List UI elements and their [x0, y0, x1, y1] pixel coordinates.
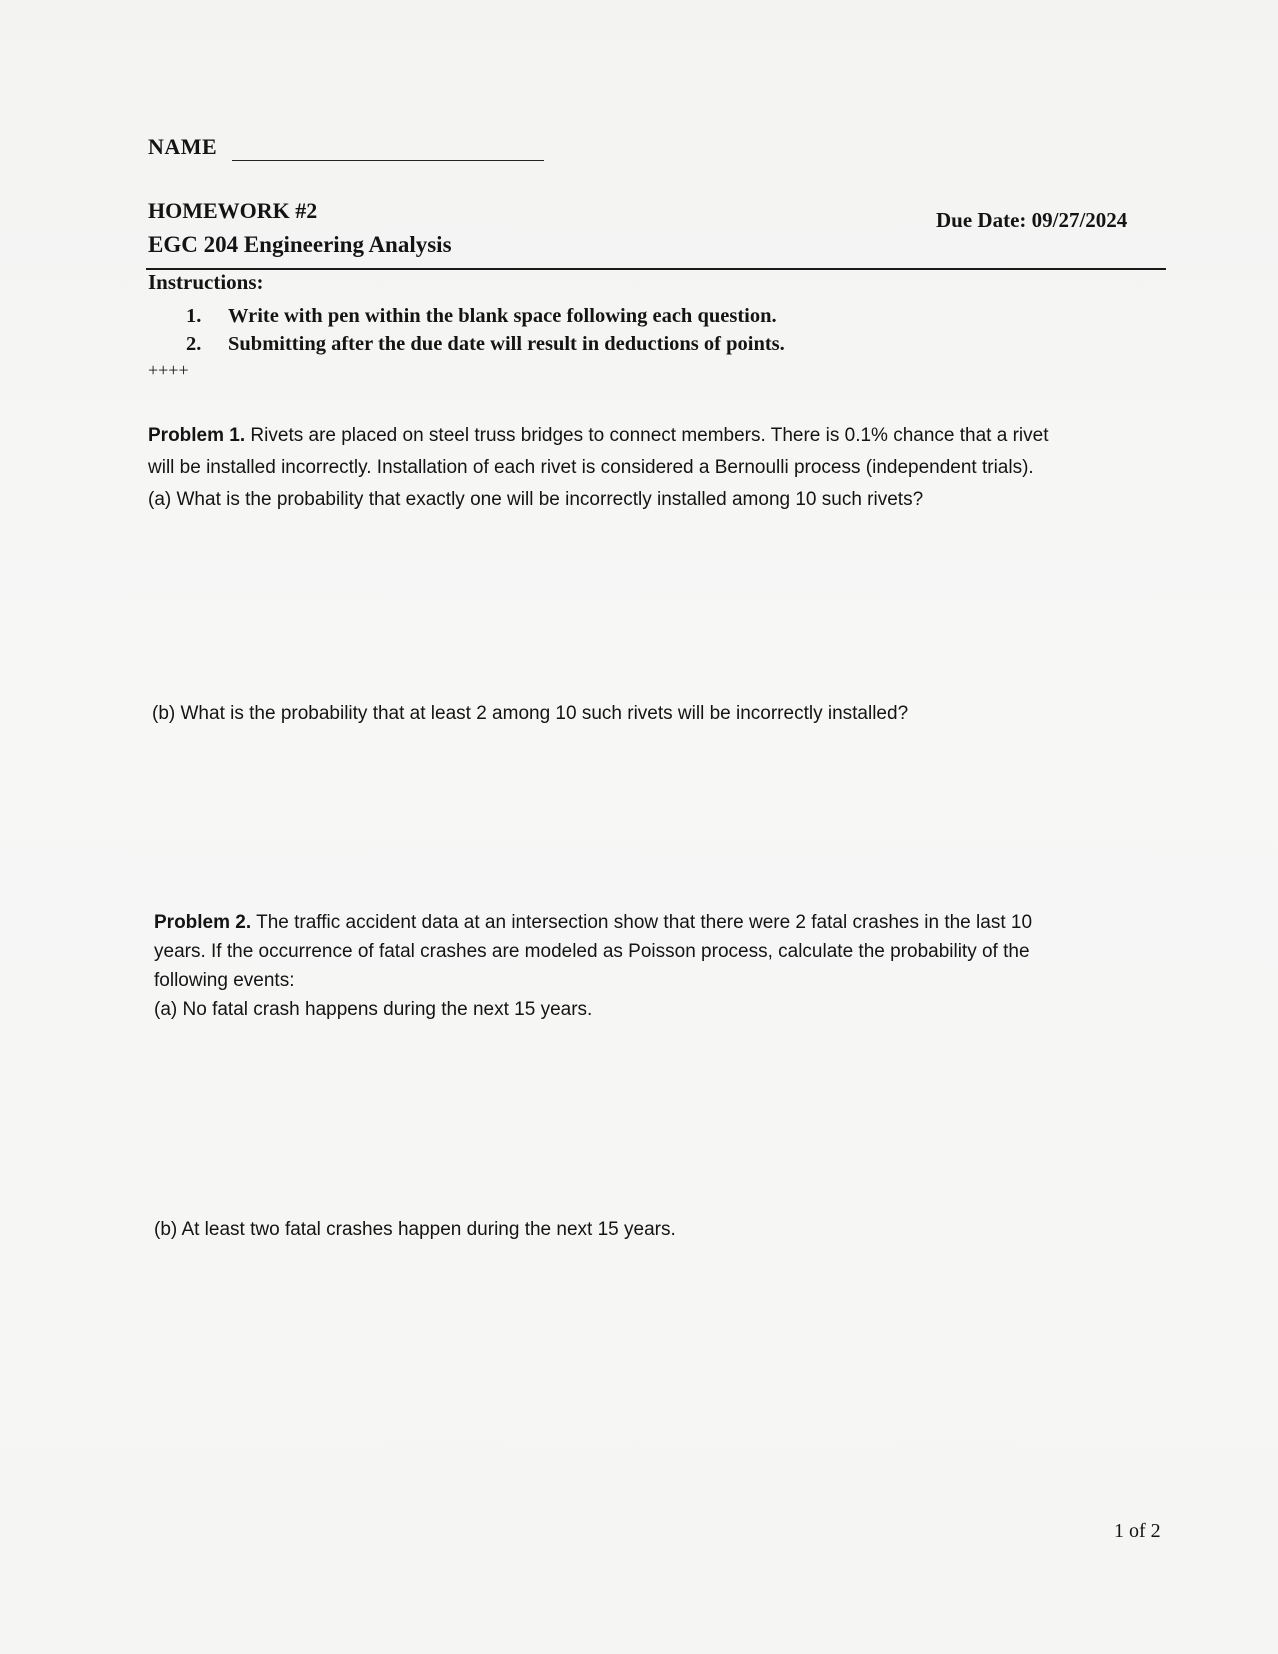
due-date: Due Date: 09/27/2024 [936, 208, 1128, 232]
course-title: EGC 204 Engineering Analysis [148, 232, 452, 257]
problem-1-label: Problem 1. [148, 425, 246, 446]
instructions-list [186, 302, 785, 358]
name-label: NAME [148, 134, 218, 159]
problem-2-part-b: (b) At least two fatal crashes happen during the next 15 years. [154, 1219, 676, 1240]
problem-1-text-line: Rivets are placed on steel truss bridges to connect members. There is 0.1% chance that a rivet [245, 425, 1049, 446]
problem-2-text-line: following events: [154, 970, 295, 991]
problem-2-text-line: years. If the occurrence of fatal crashes are modeled as Poisson process, calculate the probability of the [154, 941, 1030, 962]
homework-title: HOMEWORK #2 [148, 198, 318, 223]
problem-1-text-line: will be installed incorrectly. Installation of each rivet is considered a Bernoulli process (independent trials). [148, 457, 1034, 478]
header-divider [146, 268, 1166, 270]
section-marker: ++++ [148, 360, 189, 380]
instruction-text: Write with pen within the blank space following each question. [228, 305, 777, 327]
problem-2-text-line: The traffic accident data at an intersection show that there were 2 fatal crashes in the last 10 [251, 912, 1033, 933]
problem-2 [154, 908, 1166, 1024]
problem-2-label: Problem 2. [154, 912, 252, 933]
instruction-text: Submitting after the due date will result in deductions of points. [228, 333, 785, 355]
instructions-heading: Instructions: [148, 270, 264, 294]
instruction-number: 1. [186, 305, 202, 327]
instruction-item [186, 330, 785, 358]
page-number: 1 of 2 [1114, 1520, 1161, 1542]
instruction-item [186, 302, 785, 330]
problem-1 [148, 420, 1168, 516]
problem-2-part-a: (a) No fatal crash happens during the next 15 years. [154, 999, 593, 1020]
instruction-number: 2. [186, 333, 202, 355]
problem-1-part-b: (b) What is the probability that at least 2 among 10 such rivets will be incorrectly installed? [152, 703, 909, 724]
problem-1-part-a: (a) What is the probability that exactly one will be incorrectly installed among 10 such rivets? [148, 489, 924, 510]
name-blank-line[interactable] [232, 160, 544, 161]
